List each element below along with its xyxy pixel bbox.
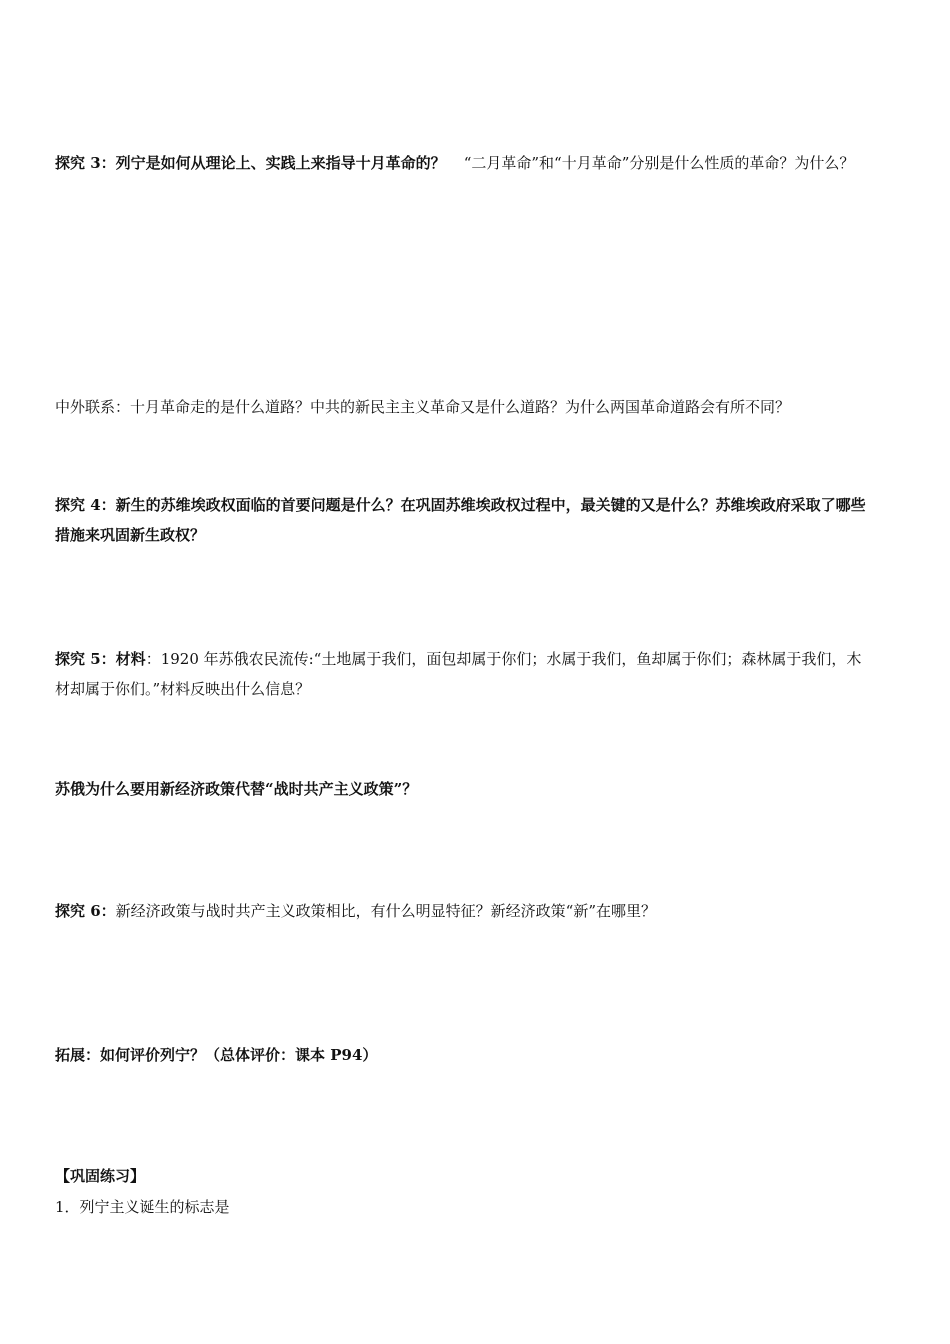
inquiry-3-label: 探究 3： <box>55 154 116 172</box>
inquiry-3-subquestion: “二月革命”和“十月革命”分别是什么性质的革命？为什么？ <box>463 154 855 172</box>
inquiry-5-material-label: 材料 <box>115 650 146 668</box>
inquiry-6-text: 新经济政策与战时共产主义政策相比，有什么明显特征？新经济政策“新”在哪里？ <box>115 902 657 920</box>
china-foreign-link <box>55 392 873 422</box>
practice-item-1 <box>55 1192 873 1222</box>
inquiry-4-question: 新生的苏维埃政权面临的首要问题是什么？在巩固苏维埃政权过程中，最关键的又是什么？苏维埃政府采取了哪些措施来巩固新生政权？ <box>55 496 866 544</box>
inquiry-3-question: 列宁是如何从理论上、实践上来指导十月革命的？ <box>115 154 446 172</box>
inquiry-5-followup-text: 苏俄为什么要用新经济政策代替“战时共产主义政策”？ <box>55 780 418 798</box>
inquiry-5 <box>55 644 873 704</box>
inquiry-6 <box>55 896 873 926</box>
china-foreign-link-text: 中外联系：十月革命走的是什么道路？中共的新民主主义革命又是什么道路？为什么两国革命道路会有所不同？ <box>55 398 791 416</box>
practice-title-text: 【巩固练习】 <box>55 1167 146 1185</box>
inquiry-4 <box>55 490 873 550</box>
extension <box>55 1040 873 1070</box>
inquiry-3 <box>55 148 873 178</box>
practice-item-1-text: 1．列宁主义诞生的标志是 <box>55 1198 230 1216</box>
inquiry-6-label: 探究 6： <box>55 902 116 920</box>
inquiry-5-followup <box>55 774 873 804</box>
practice-title <box>55 1161 873 1191</box>
inquiry-4-label: 探究 4： <box>55 496 116 514</box>
inquiry-5-label: 探究 5： <box>55 650 116 668</box>
extension-text: 拓展：如何评价列宁？（总体评价：课本 P94） <box>55 1046 378 1064</box>
inquiry-5-text: ：1920 年苏俄农民流传:“土地属于我们，面包却属于你们；水属于我们，鱼却属于你们；森林属于我们，木材却属于你们。”材料反映出什么信息？ <box>55 650 862 698</box>
